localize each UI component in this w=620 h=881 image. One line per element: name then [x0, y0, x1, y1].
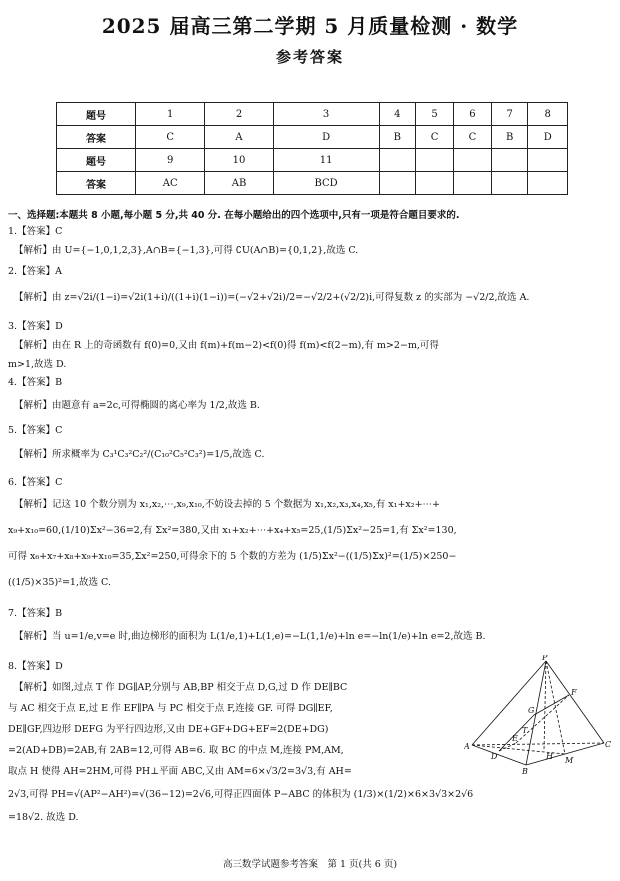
item-line: 与 AC 相交于点 E,过 E 作 EF∥PA 与 PC 相交于点 F,连接 GF. 可得 DG∥EF, — [8, 703, 333, 714]
table-cell: B — [491, 126, 528, 149]
answer-item-8-cont — [8, 782, 612, 827]
label-h: H — [546, 752, 553, 761]
item-head: 8.【答案】D — [8, 661, 63, 672]
label-f: F — [571, 688, 577, 697]
item-head: 3.【答案】D — [8, 321, 63, 332]
table-cell: 11 — [273, 149, 379, 172]
table-cell: D — [528, 126, 568, 149]
item-line: 【解析】由题意有 a=2c,可得椭圆的离心率为 1/2,故选 B. — [14, 400, 260, 411]
section-heading: 一、选择题:本题共 8 小题,每小题 5 分,共 40 分. 在每小题给出的四个选项中,只有一项是符合题目要求的. — [8, 210, 460, 221]
item-line: 【解析】记这 10 个数分别为 x₁,x₂,⋯,x₉,x₁₀,不妨设去掉的 5 个数据为 x₁,x₂,x₃,x₄,x₅,有 x₁+x₂+⋯+ — [14, 499, 440, 510]
table-cell — [453, 172, 491, 195]
table-cell: C — [416, 126, 454, 149]
label-d: D — [491, 752, 498, 761]
table-cell: BCD — [273, 172, 379, 195]
item-head: 2.【答案】A — [8, 266, 62, 277]
table-cell — [491, 149, 528, 172]
table-cell: 5 — [416, 103, 454, 126]
item-line: 【解析】当 u=1/e,v=e 时,曲边梯形的面积为 L(1/e,1)+L(1,e)=−L(1,1/e)+ln e=−ln(1/e)+ln e=2,故选 B. — [14, 631, 486, 642]
item-line: 【解析】如图,过点 T 作 DG∥AP,分别与 AB,BP 相交于点 D,G,过 D 作 DE∥BC — [14, 682, 348, 693]
item-head: 6.【答案】C — [8, 477, 63, 488]
item-line: 【解析】由在 R 上的奇函数有 f(0)=0,又由 f(m)+f(m−2)<f(0)得 f(m)<f(2−m),有 m>2−m,可得 — [14, 340, 439, 351]
answer-item-8 — [8, 656, 460, 782]
table-cell: 1 — [136, 103, 205, 126]
table-cell: D — [273, 126, 379, 149]
item-line: DE∥GF,四边形 DEFG 为平行四边形,又由 DE+GF+DG+EF=2(DE+DG) — [8, 724, 329, 735]
item-line: 2√3,可得 PH=√(AP²−AH²)=√(36−12)=2√6,可得正四面体 P−ABC 的体积为 (1/3)×(1/2)×6×3√3×2√6 — [8, 789, 474, 800]
label-c: C — [605, 740, 612, 749]
table-cell: C — [453, 126, 491, 149]
table-row — [57, 126, 568, 149]
label-t: T — [522, 726, 528, 735]
table-row — [57, 103, 568, 126]
item-head: 7.【答案】B — [8, 608, 63, 619]
item-line: 【解析】由 z=√2i/(1−i)=√2i(1+i)/((1+i)(1−i))=(−√2+√2i)/2=−√2/2+(√2/2)i,可得复数 z 的实部为 −√2/2,故选 A. — [14, 292, 530, 303]
item-line: 【解析】由 U={−1,0,1,2,3},A∩B={−1,3},可得 ∁U(A∩B)={0,1,2},故选 C. — [14, 245, 359, 256]
label-m: M — [565, 756, 574, 765]
table-row — [57, 172, 568, 195]
page-subtitle: 参考答案 — [275, 48, 344, 66]
answer-item-3 — [8, 317, 612, 374]
table-cell: 6 — [453, 103, 491, 126]
table-cell: AB — [205, 172, 273, 195]
answer-item-7 — [8, 604, 612, 651]
table-cell — [491, 172, 528, 195]
table-cell: 8 — [528, 103, 568, 126]
table-cell: 4 — [379, 103, 416, 126]
table-cell: B — [379, 126, 416, 149]
table-row-label: 题号 — [57, 149, 136, 172]
page-title: 2025 届高三第二学期 5 月质量检测 · 数学 — [101, 14, 519, 38]
table-cell: C — [136, 126, 205, 149]
table-cell: 9 — [136, 149, 205, 172]
answer-item-2 — [8, 262, 612, 315]
table-cell — [528, 149, 568, 172]
table-row-label: 题号 — [57, 103, 136, 126]
answer-item-4 — [8, 373, 612, 420]
item-head: 1.【答案】C — [8, 226, 63, 237]
table-cell: AC — [136, 172, 205, 195]
table-cell — [416, 172, 454, 195]
item-line: =2(AD+DB)=2AB,有 2AB=12,可得 AB=6. 取 BC 的中点 M,连接 PM,AM, — [8, 745, 344, 756]
answer-item-6 — [8, 473, 612, 596]
table-cell — [453, 149, 491, 172]
table-cell: 2 — [205, 103, 273, 126]
item-head: 5.【答案】C — [8, 425, 63, 436]
table-cell — [379, 149, 416, 172]
table-cell — [528, 172, 568, 195]
item-line: x₉+x₁₀=60,(1/10)Σx²−36=2,有 Σx²=380,又由 x₁+x₂+⋯+x₄+x₅=25,(1/5)Σx²−25=1,有 Σx²=130, — [8, 525, 457, 536]
item-line: m>1,故选 D. — [8, 359, 67, 370]
answer-table — [56, 102, 568, 195]
item-line: 取点 H 使得 AH=2HM,可得 PH⊥平面 ABC,又由 AM=6×√3/2=3√3,有 AH= — [8, 766, 352, 777]
table-cell: 7 — [491, 103, 528, 126]
answer-item-5 — [8, 421, 612, 470]
label-e: E — [512, 734, 518, 743]
label-g: G — [528, 706, 535, 715]
table-cell — [379, 172, 416, 195]
table-row-label: 答案 — [57, 126, 136, 149]
page-footer: 高三数学试题参考答案 第 1 页(共 6 页) — [222, 859, 398, 870]
label-p: P — [542, 655, 548, 662]
item-head: 4.【答案】B — [8, 377, 63, 388]
item-line: =18√2. 故选 D. — [8, 812, 79, 823]
table-cell — [416, 149, 454, 172]
label-b: B — [522, 767, 528, 775]
item-line: 【解析】所求概率为 C₃¹C₃²C₂²/(C₁₀²C₅²C₃²)=1/5,故选 C. — [14, 449, 265, 460]
answer-item-1 — [8, 222, 612, 260]
table-row — [57, 149, 568, 172]
item-line: ((1/5)×35)²=1,故选 C. — [8, 577, 111, 588]
label-a: A — [464, 742, 470, 751]
table-cell: 10 — [205, 149, 273, 172]
table-row-label: 答案 — [57, 172, 136, 195]
tetrahedron-figure — [464, 655, 612, 775]
item-line: 可得 x₆+x₇+x₈+x₉+x₁₀=35,Σx²=250,可得余下的 5 个数的方差为 (1/5)Σx²−((1/5)Σx)²=(1/5)×250− — [8, 551, 457, 562]
table-cell: 3 — [273, 103, 379, 126]
table-cell: A — [205, 126, 273, 149]
